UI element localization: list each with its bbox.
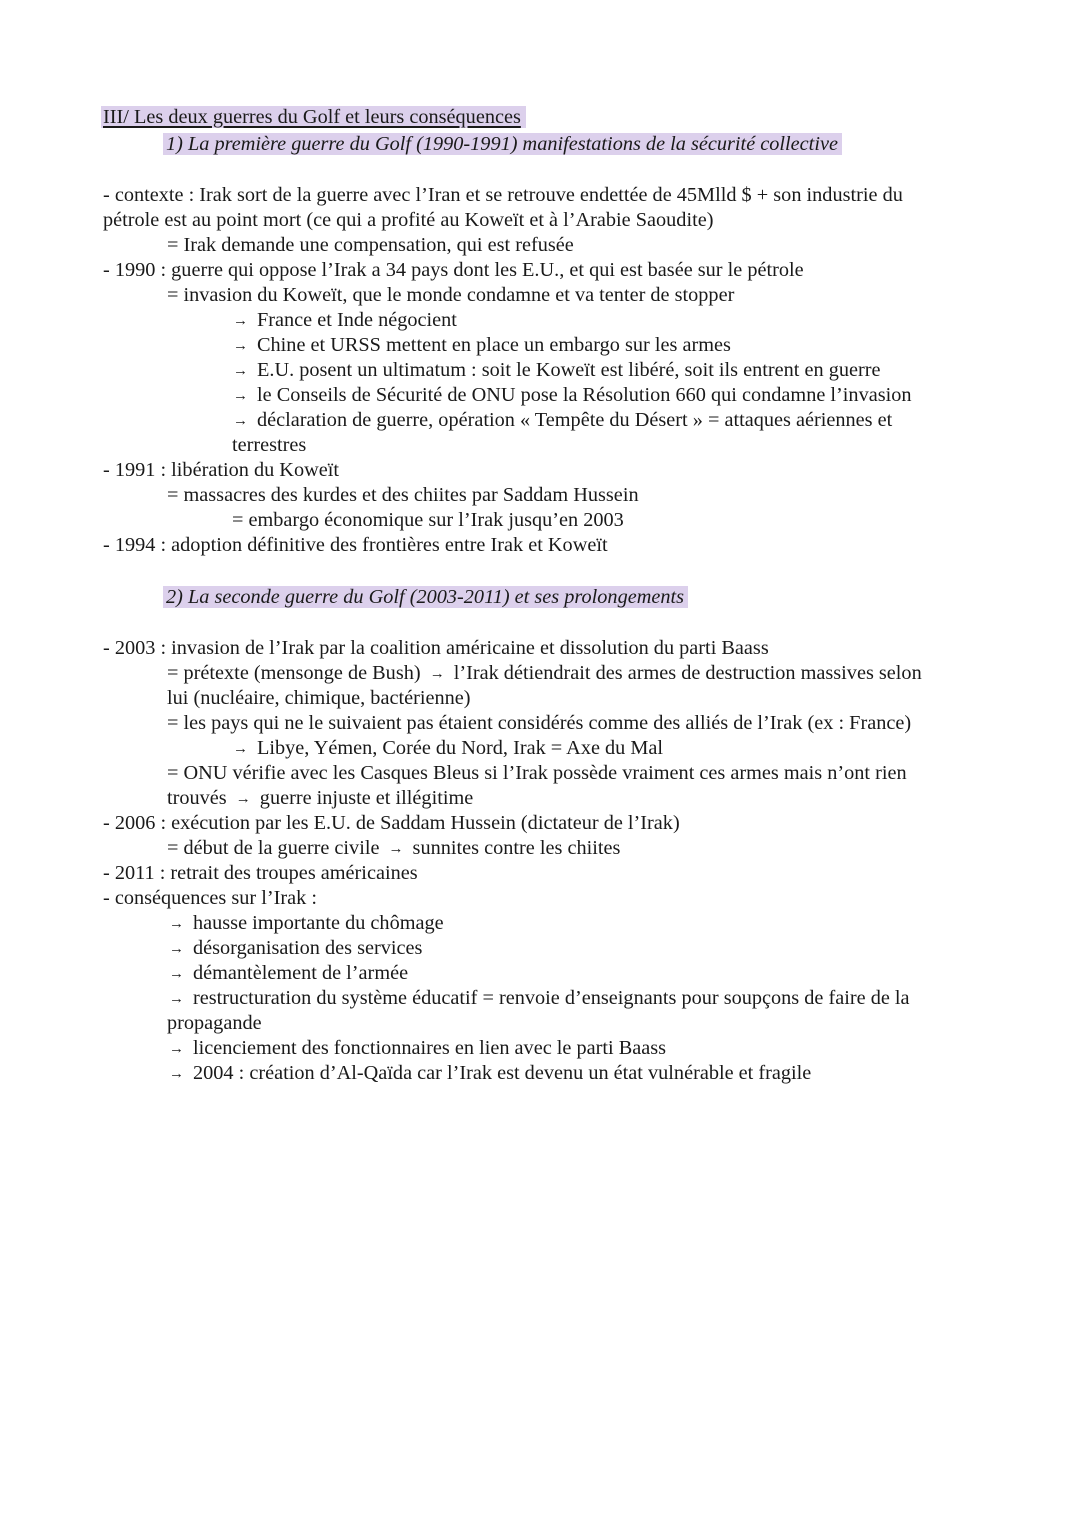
part1-line-6: → France et Inde négocient	[233, 308, 457, 334]
part1-line-11: terrestres	[232, 434, 307, 456]
part2-line-4: = les pays qui ne le suivaient pas étaient considérés comme des alliés de l’Irak (ex : France)	[167, 712, 912, 734]
part1-line-8: → E.U. posent un ultimatum : soit le Koweït est libéré, soit ils entrent en guerre	[233, 358, 881, 384]
arrow-right-icon: →	[235, 791, 251, 807]
section-heading: III/ Les deux guerres du Golf et leurs conséquences	[101, 105, 526, 130]
part1-heading: 1) La première guerre du Golf (1990-1991) manifestations de la sécurité collective	[163, 132, 842, 157]
part2-line-7: trouvés → guerre injuste et illégitime	[167, 786, 473, 812]
part2-line-13: → désorganisation des services	[169, 936, 422, 962]
part2-line-1: - 2003 : invasion de l’Irak par la coalition américaine et dissolution du parti Baass	[103, 637, 769, 659]
part1-line-10: → déclaration de guerre, opération « Tempête du Désert » = attaques aériennes et	[233, 408, 892, 434]
part2-line-9: = début de la guerre civile → sunnites contre les chiites	[167, 836, 620, 862]
part1-line-7: → Chine et URSS mettent en place un embargo sur les armes	[233, 333, 731, 359]
arrow-right-icon: →	[429, 666, 445, 682]
part1-line-9: → le Conseils de Sécurité de ONU pose la Résolution 660 qui condamne l’invasion	[233, 383, 912, 409]
arrow-right-icon: →	[169, 941, 184, 957]
part1-line-13: = massacres des kurdes et des chiites par Saddam Hussein	[167, 484, 639, 506]
part1-line-14: = embargo économique sur l’Irak jusqu’en 2003	[232, 509, 624, 531]
part1-line-4: - 1990 : guerre qui oppose l’Irak a 34 pays dont les E.U., et qui est basée sur le pétrole	[103, 259, 804, 281]
part2-line-3: lui (nucléaire, chimique, bactérienne)	[167, 687, 471, 709]
arrow-right-icon: →	[388, 841, 404, 857]
arrow-right-icon: →	[169, 1066, 184, 1082]
part1-line-15: - 1994 : adoption définitive des frontières entre Irak et Koweït	[103, 534, 608, 556]
part2-line-16: propagande	[167, 1012, 262, 1034]
arrow-right-icon: →	[169, 966, 184, 982]
part2-line-15: → restructuration du système éducatif = renvoie d’enseignants pour soupçons de faire de la	[169, 986, 910, 1012]
part2-line-5: → Libye, Yémen, Corée du Nord, Irak = Axe du Mal	[233, 736, 663, 762]
arrow-right-icon: →	[233, 338, 248, 354]
part2-line-10: - 2011 : retrait des troupes américaines	[103, 862, 418, 884]
part2-line-12: → hausse importante du chômage	[169, 911, 444, 937]
arrow-right-icon: →	[169, 1041, 184, 1057]
part1-line-12: - 1991 : libération du Koweït	[103, 459, 340, 481]
arrow-right-icon: →	[233, 388, 248, 404]
arrow-right-icon: →	[169, 991, 184, 1007]
part1-line-3: = Irak demande une compensation, qui est refusée	[167, 234, 574, 256]
part1-line-2: pétrole est au point mort (ce qui a profité au Koweït et à l’Arabie Saoudite)	[103, 209, 714, 231]
part2-line-14: → démantèlement de l’armée	[169, 961, 408, 987]
arrow-right-icon: →	[233, 313, 248, 329]
part2-line-6: = ONU vérifie avec les Casques Bleus si l’Irak possède vraiment ces armes mais n’ont rien	[167, 762, 907, 784]
part2-line-18: → 2004 : création d’Al-Qaïda car l’Irak est devenu un état vulnérable et fragile	[169, 1061, 811, 1087]
arrow-right-icon: →	[233, 413, 248, 429]
part1-line-5: = invasion du Koweït, que le monde condamne et va tenter de stopper	[167, 284, 735, 306]
arrow-right-icon: →	[233, 363, 248, 379]
arrow-right-icon: →	[233, 741, 248, 757]
part2-line-11: - conséquences sur l’Irak :	[103, 887, 317, 909]
part2-line-2: = prétexte (mensonge de Bush) → l’Irak détiendrait des armes de destruction massives selon	[167, 661, 922, 687]
part1-line-1: - contexte : Irak sort de la guerre avec l’Iran et se retrouve endettée de 45Mlld $ + son industrie du	[103, 184, 903, 206]
part2-heading: 2) La seconde guerre du Golf (2003-2011) et ses prolongements	[163, 585, 688, 610]
part2-line-8: - 2006 : exécution par les E.U. de Saddam Hussein (dictateur de l’Irak)	[103, 812, 680, 834]
arrow-right-icon: →	[169, 916, 184, 932]
part2-line-17: → licenciement des fonctionnaires en lien avec le parti Baass	[169, 1036, 666, 1062]
